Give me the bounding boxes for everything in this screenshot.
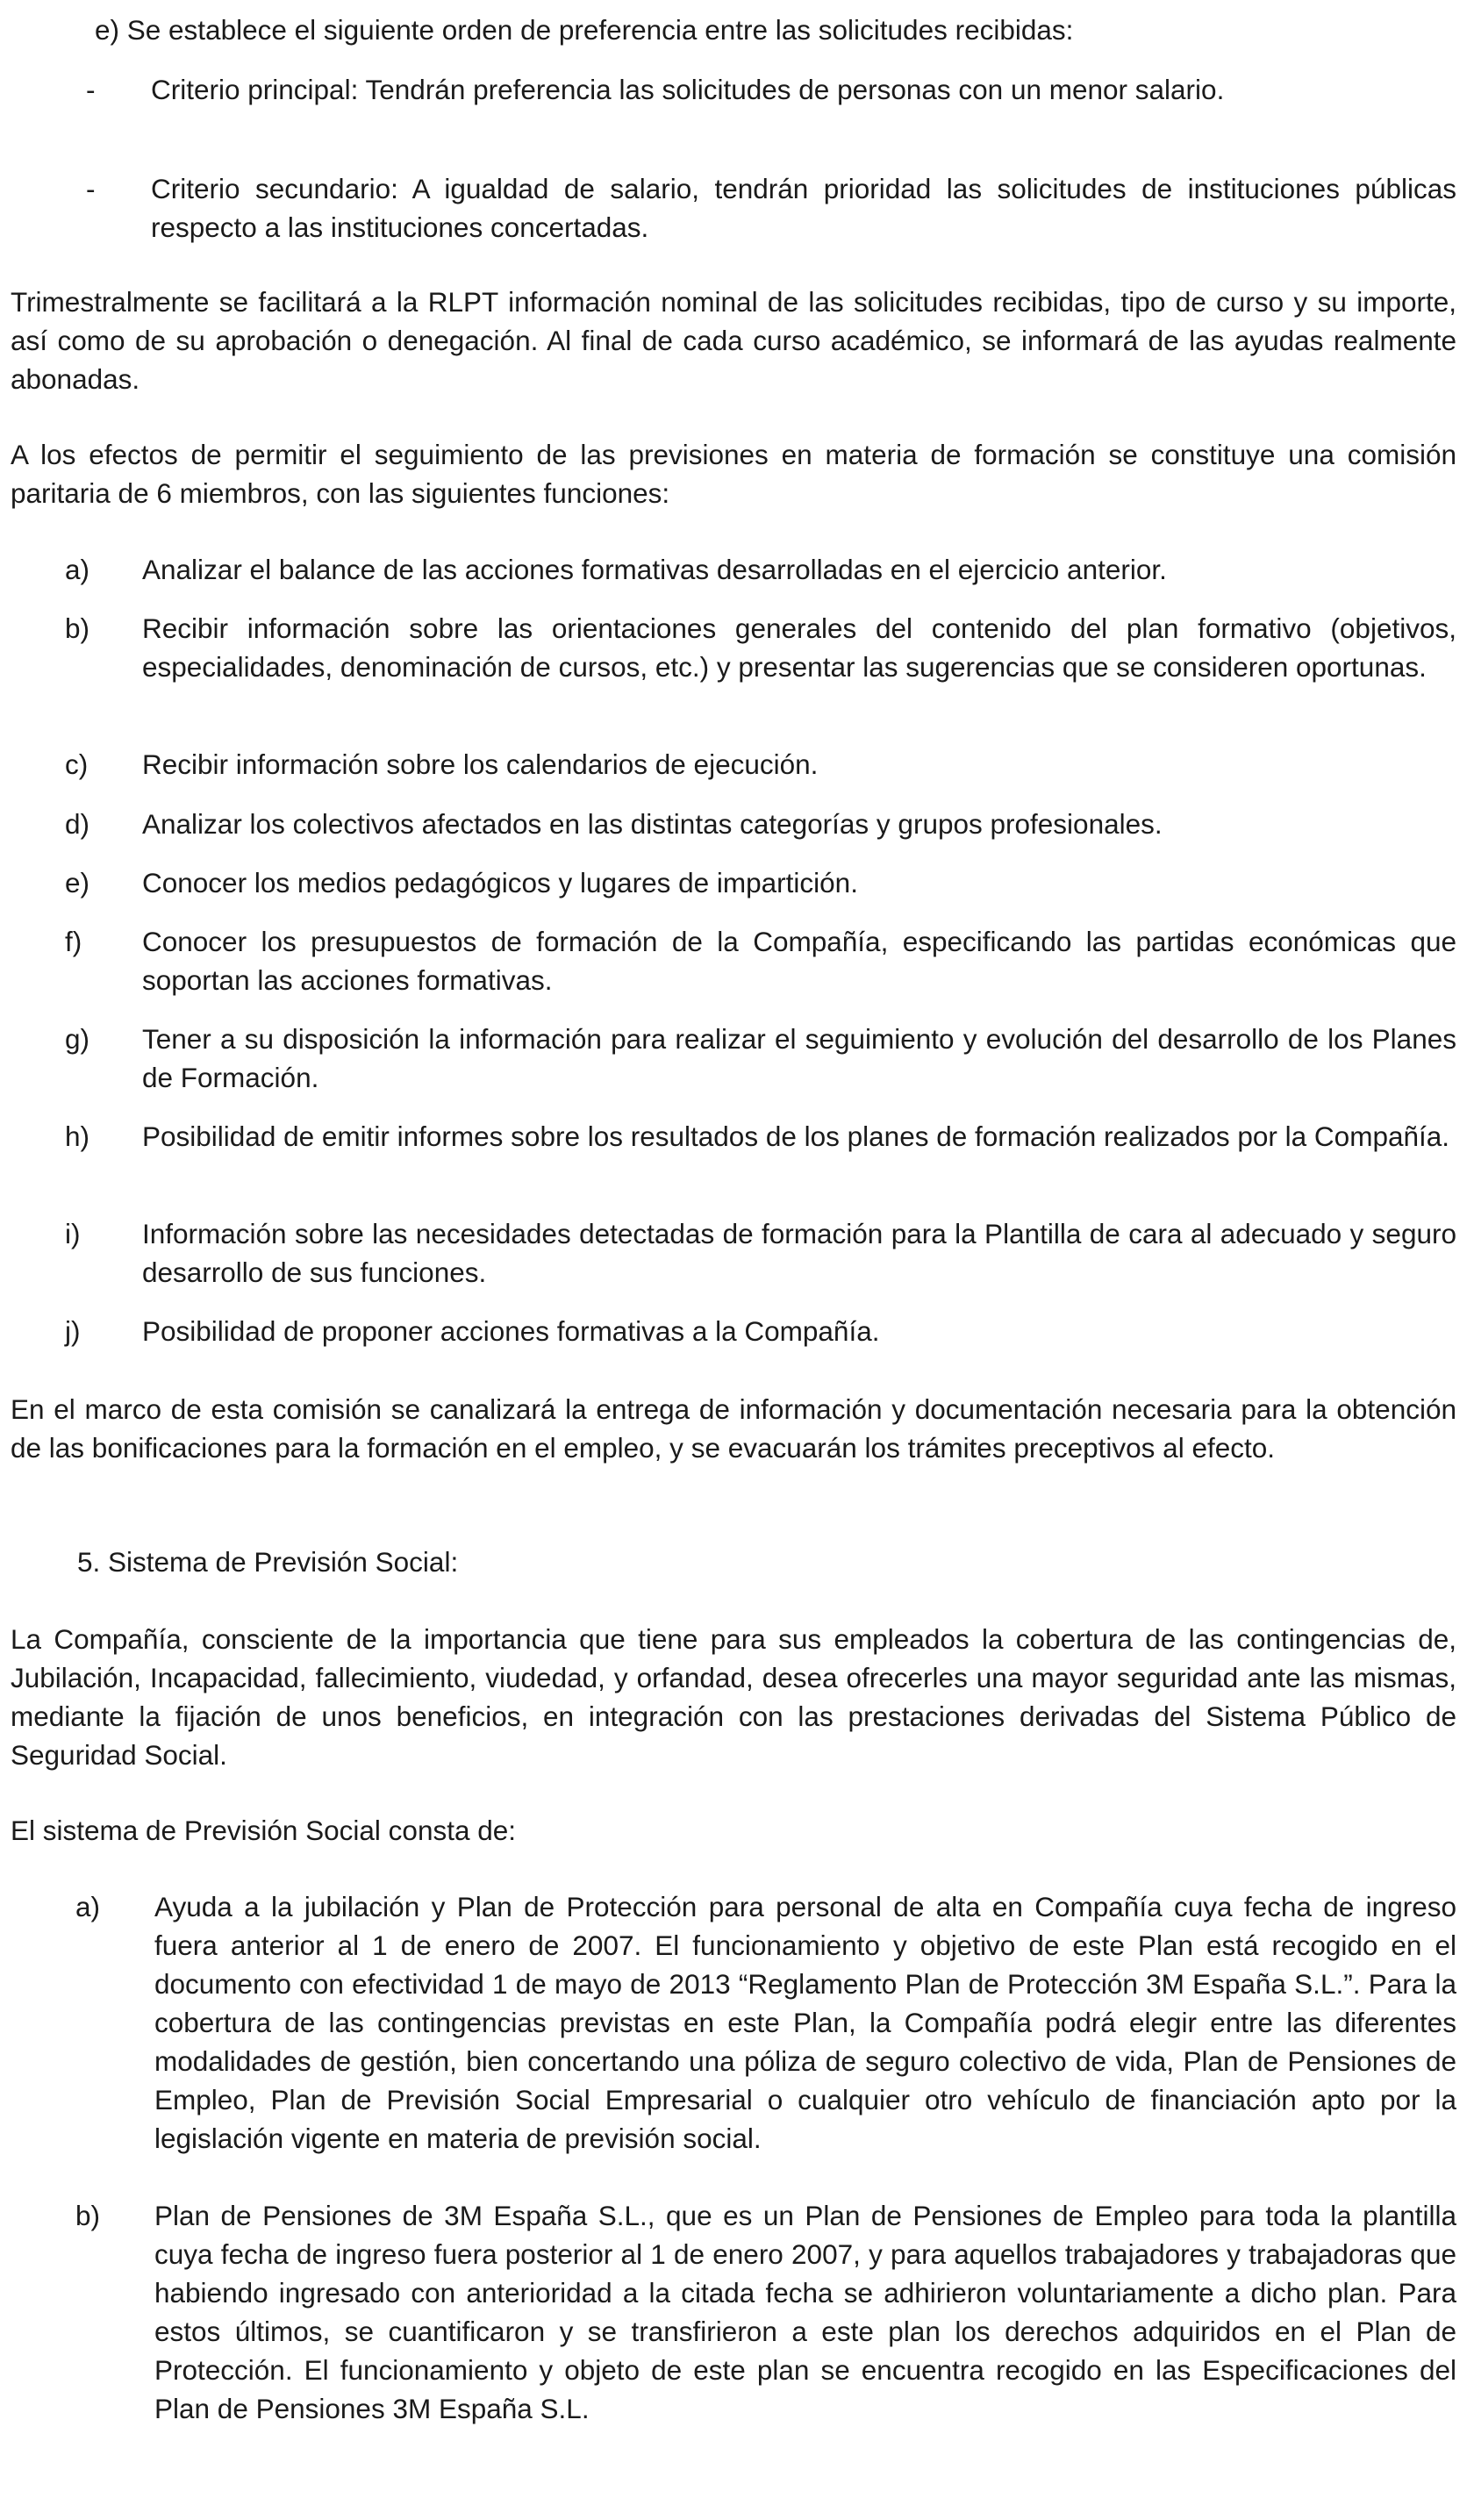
section-heading-5: 5. Sistema de Previsión Social: (77, 1546, 459, 1578)
list-item-text: Conocer los presupuestos de formación de la Compañía, especificando las partidas económicas que soportan las acciones formativas. (142, 926, 1456, 996)
intro-item-e: e) Se establece el siguiente orden de preferencia entre las solicitudes recibidas: (95, 14, 1074, 46)
list-item-text: Conocer los medios pedagógicos y lugares de impartición. (142, 867, 858, 898)
list-item-text: Posibilidad de proponer acciones formativas a la Compañía. (142, 1315, 880, 1347)
paragraph-comision: A los efectos de permitir el seguimiento de las previsiones en materia de formación se constituye una comisión paritaria de 6 miembros, con las siguientes funciones: (11, 439, 1456, 509)
function-item-d (65, 805, 1456, 843)
prevision-item-a (75, 1887, 1456, 2158)
list-marker: i) (65, 1218, 81, 1249)
paragraph-trimestral: Trimestralmente se facilitará a la RLPT información nominal de las solicitudes recibidas, tipo de curso y su importe, así como de su aprobación o denegación. Al final de cada curso académico, se informará de las ayudas realmente abonadas. (11, 286, 1456, 395)
list-marker: g) (65, 1023, 90, 1055)
list-marker: j) (65, 1315, 81, 1347)
list-item-text: Plan de Pensiones de 3M España S.L., que es un Plan de Pensiones de Empleo para toda la plantilla cuya fecha de ingreso fuera posterior al 1 de enero 2007, y para aquellos trabajadores y trabajadoras que habiendo ingresado con anterioridad a la citada fecha se adhirieron voluntariamente a dicho plan. Para estos últimos, se cuantificaron y se transfirieron a este plan los derechos adquiridos en el Plan de Protección. El funcionamiento y objeto de este plan se encuentra recogido en las Especificaciones del Plan de Pensiones 3M España S.L. (154, 2200, 1456, 2424)
list-marker: b) (65, 612, 90, 644)
function-item-b (65, 609, 1456, 686)
function-item-j (65, 1312, 1456, 1350)
criterion-secundario (86, 169, 1456, 247)
function-item-g (65, 1020, 1456, 1097)
list-item-text: Recibir información sobre los calendarios de ejecución. (142, 748, 819, 780)
criterion-text: Criterio secundario: A igualdad de salario, tendrán prioridad las solicitudes de instituciones públicas respecto a las instituciones concertadas. (151, 173, 1456, 243)
list-marker: e) (65, 867, 90, 898)
list-marker: c) (65, 748, 89, 780)
criterion-dash: - (86, 173, 96, 204)
function-item-f (65, 922, 1456, 999)
function-item-i (65, 1214, 1456, 1292)
function-item-c (65, 745, 1456, 784)
paragraph-compania: La Compañía, consciente de la importancia que tiene para sus empleados la cobertura de las contingencias de, Jubilación, Incapacidad, fallecimiento, viudedad, y orfandad, desea ofrecerles una mayor seguridad ante las mismas, mediante la fijación de unos beneficios, en integración con las prestaciones derivadas del Sistema Público de Seguridad Social. (11, 1623, 1456, 1771)
list-marker: h) (65, 1120, 90, 1152)
list-item-text: Ayuda a la jubilación y Plan de Protección para personal de alta en Compañía cuya fecha de ingreso fuera anterior al 1 de enero de 2007. El funcionamiento y objetivo de este Plan está recogido en el documento con efectividad 1 de mayo de 2013 “Reglamento Plan de Protección 3M España S.L.”. Para la cobertura de las contingencias previstas en este Plan, la Compañía podrá elegir entre las diferentes modalidades de gestión, bien concertando una póliza de seguro colectivo de vida, Plan de Pensiones de Empleo, Plan de Previsión Social Empresarial o cualquier otro vehículo de financiación apto por la legislación vigente en materia de previsión social. (154, 1891, 1456, 2154)
function-item-e (65, 863, 1456, 902)
list-item-text: Analizar el balance de las acciones formativas desarrolladas en el ejercicio anterior. (142, 554, 1167, 585)
list-item-text: Analizar los colectivos afectados en las distintas categorías y grupos profesionales. (142, 808, 1163, 840)
paragraph-consta: El sistema de Previsión Social consta de: (11, 1815, 517, 1846)
criterion-principal (86, 70, 1456, 109)
function-item-a (65, 550, 1456, 589)
paragraph-marco: En el marco de esta comisión se canalizará la entrega de información y documentación necesaria para la obtención de las bonificaciones para la formación en el empleo, y se evacuarán los trámites preceptivos al efecto. (11, 1393, 1456, 1464)
list-marker: d) (65, 808, 90, 840)
list-item-text: Información sobre las necesidades detectadas de formación para la Plantilla de cara al adecuado y seguro desarrollo de sus funciones. (142, 1218, 1456, 1288)
list-marker: a) (75, 1891, 101, 1922)
prevision-item-b (75, 2196, 1456, 2428)
criterion-text: Criterio principal: Tendrán preferencia las solicitudes de personas con un menor salario. (151, 74, 1225, 105)
function-item-h (65, 1117, 1456, 1156)
list-marker: b) (75, 2200, 101, 2231)
list-marker: a) (65, 554, 90, 585)
criterion-dash: - (86, 74, 96, 105)
list-item-text: Recibir información sobre las orientaciones generales del contenido del plan formativo (objetivos, especialidades, denominación de cursos, etc.) y presentar las sugerencias que se consideren oportunas. (142, 612, 1456, 683)
list-item-text: Posibilidad de emitir informes sobre los resultados de los planes de formación realizados por la Compañía. (142, 1120, 1450, 1152)
list-marker: f) (65, 926, 82, 957)
list-item-text: Tener a su disposición la información para realizar el seguimiento y evolución del desarrollo de los Planes de Formación. (142, 1023, 1456, 1093)
